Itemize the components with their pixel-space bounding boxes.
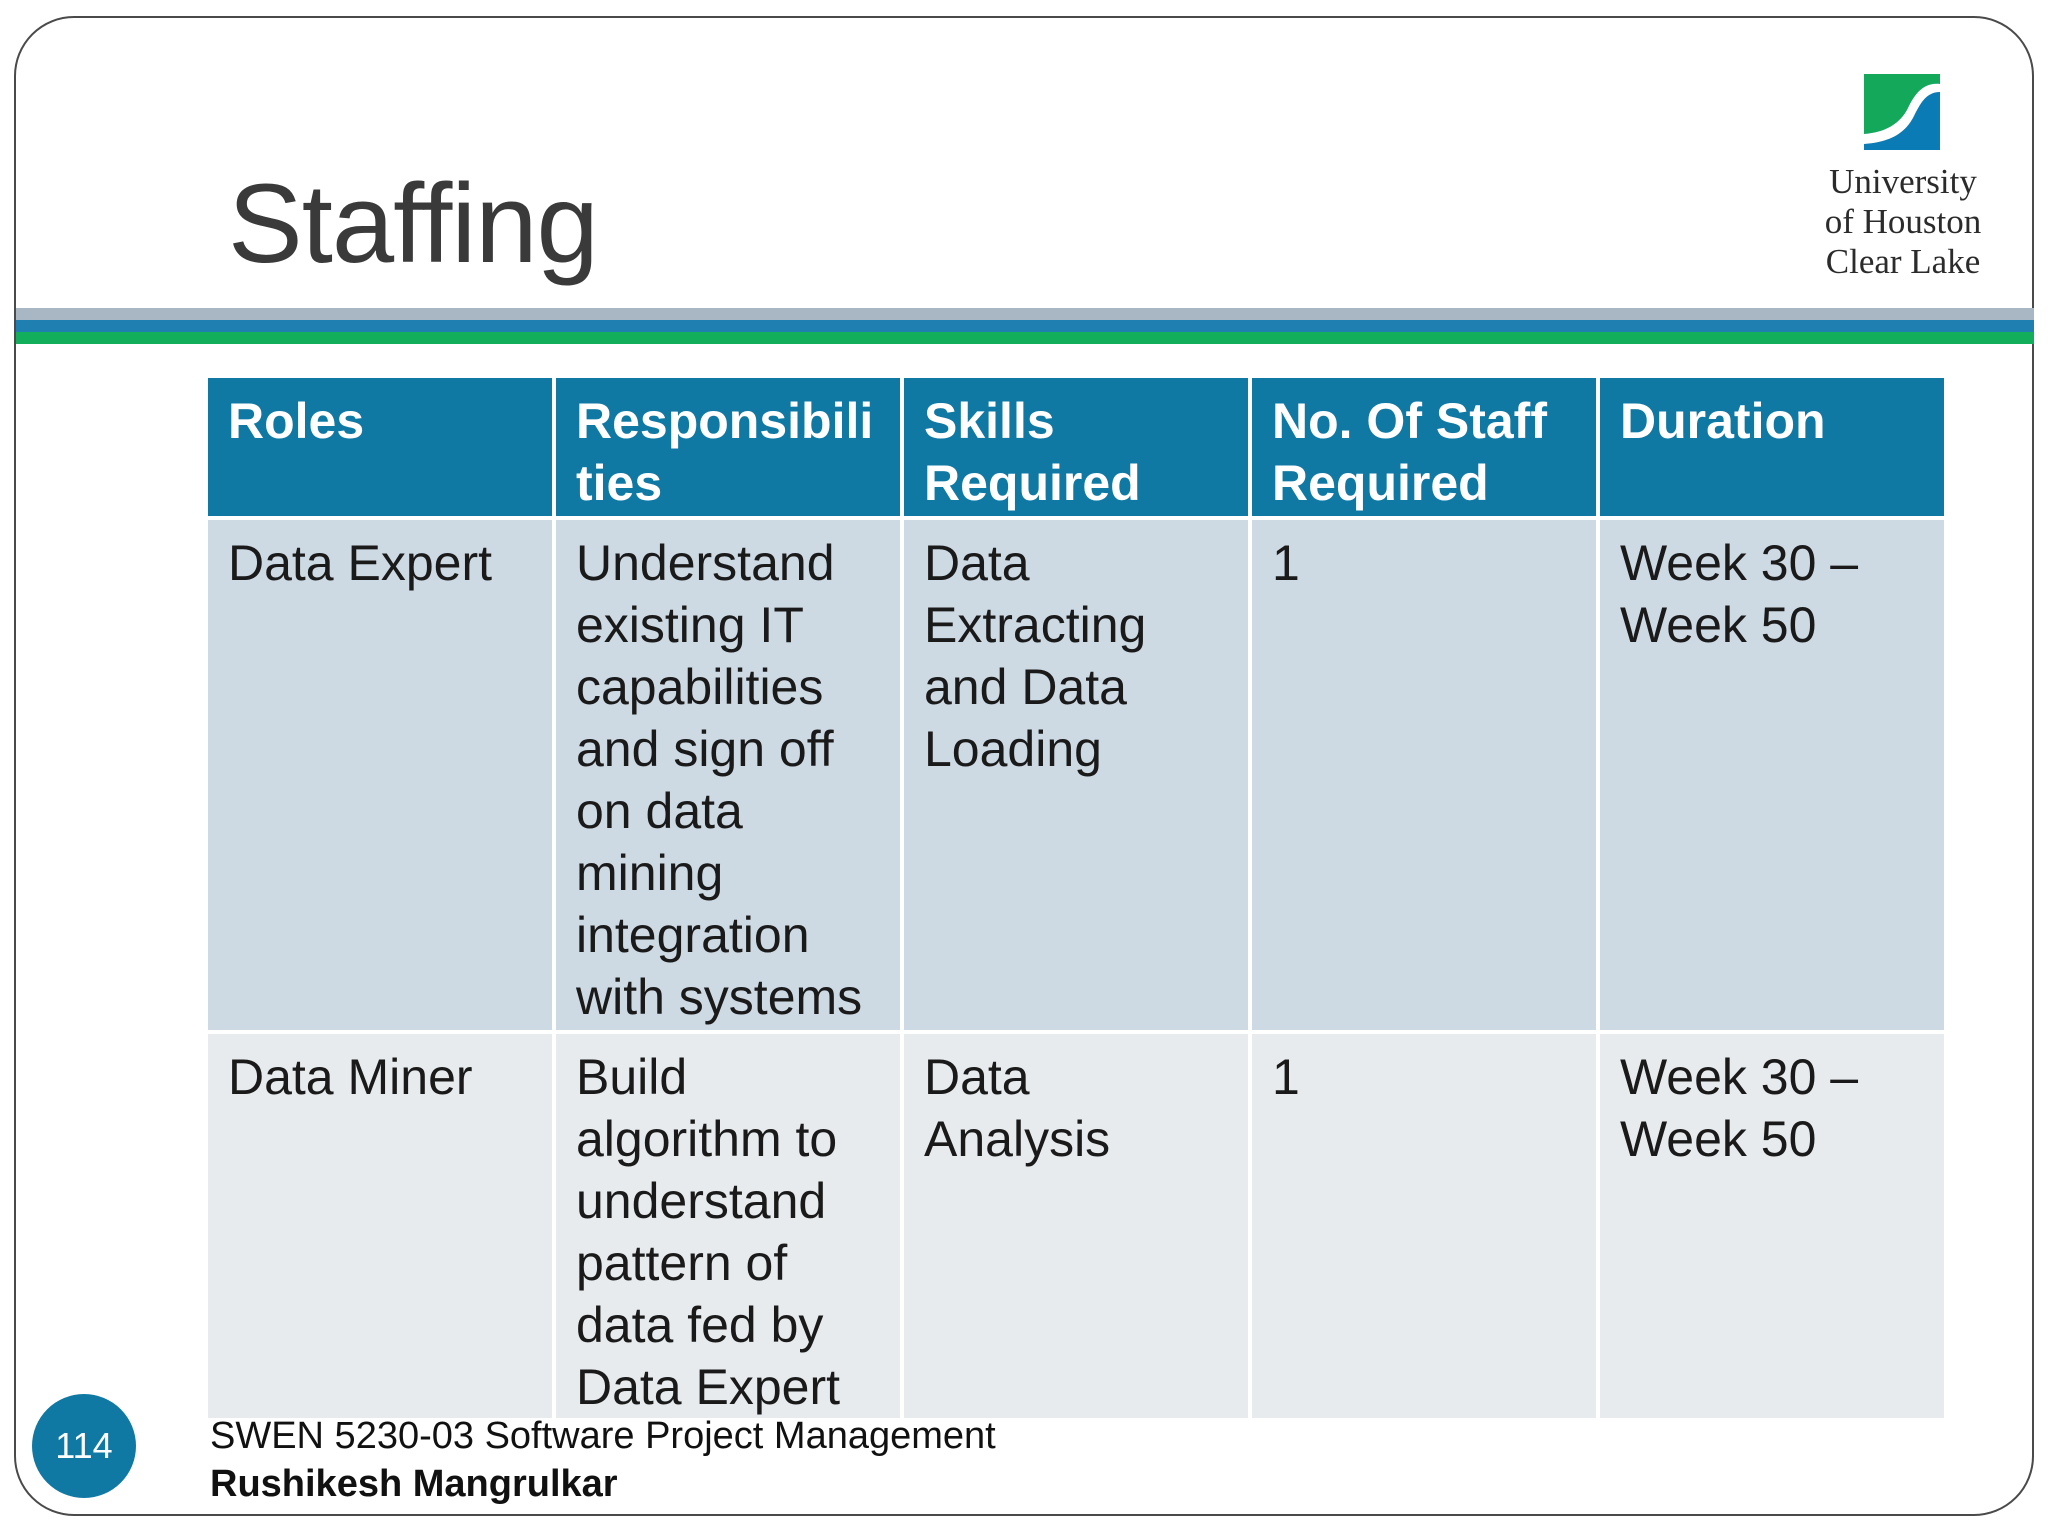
uhcl-wave-icon: [1864, 74, 1940, 150]
logo-text: [1808, 162, 1998, 282]
cell-responsibilities: Understand existing IT capabilities and sign off on data mining integration with systems: [554, 518, 902, 1032]
header-roles: Roles: [206, 376, 554, 518]
cell-role: Data Miner: [206, 1032, 554, 1420]
header-responsibilities: Responsibili ties: [554, 376, 902, 518]
table-row: [206, 1032, 1946, 1420]
page-title: Staffing: [228, 161, 598, 286]
header-no-of-staff: No. Of Staff Required: [1250, 376, 1598, 518]
table-header-row: [206, 376, 1946, 518]
logo-line-2: of Houston: [1824, 202, 1982, 241]
staffing-table: [204, 374, 1948, 1422]
cell-responsibilities: Build algorithm to understand pattern of data fed by Data Expert: [554, 1032, 902, 1420]
cell-skills: Data Extracting and Data Loading: [902, 518, 1250, 1032]
title-divider-green: [16, 332, 2034, 344]
footer-course: SWEN 5230-03 Software Project Management: [210, 1415, 996, 1457]
cell-duration: Week 30 – Week 50: [1598, 1032, 1946, 1420]
page-number-badge: 114: [32, 1394, 136, 1498]
cell-duration: Week 30 – Week 50: [1598, 518, 1946, 1032]
header-skills-required: Skills Required: [902, 376, 1250, 518]
cell-staff-count: 1: [1250, 1032, 1598, 1420]
header-duration: Duration: [1598, 376, 1946, 518]
title-divider-gray: [16, 308, 2034, 320]
logo-line-3: Clear Lake: [1825, 242, 1981, 281]
title-divider-blue: [16, 320, 2034, 332]
cell-skills: Data Analysis: [902, 1032, 1250, 1420]
cell-role: Data Expert: [206, 518, 554, 1032]
table-row: [206, 518, 1946, 1032]
university-logo: [1808, 74, 1998, 282]
footer-author: Rushikesh Mangrulkar: [210, 1463, 618, 1505]
cell-staff-count: 1: [1250, 518, 1598, 1032]
logo-line-1: University: [1829, 162, 1977, 201]
